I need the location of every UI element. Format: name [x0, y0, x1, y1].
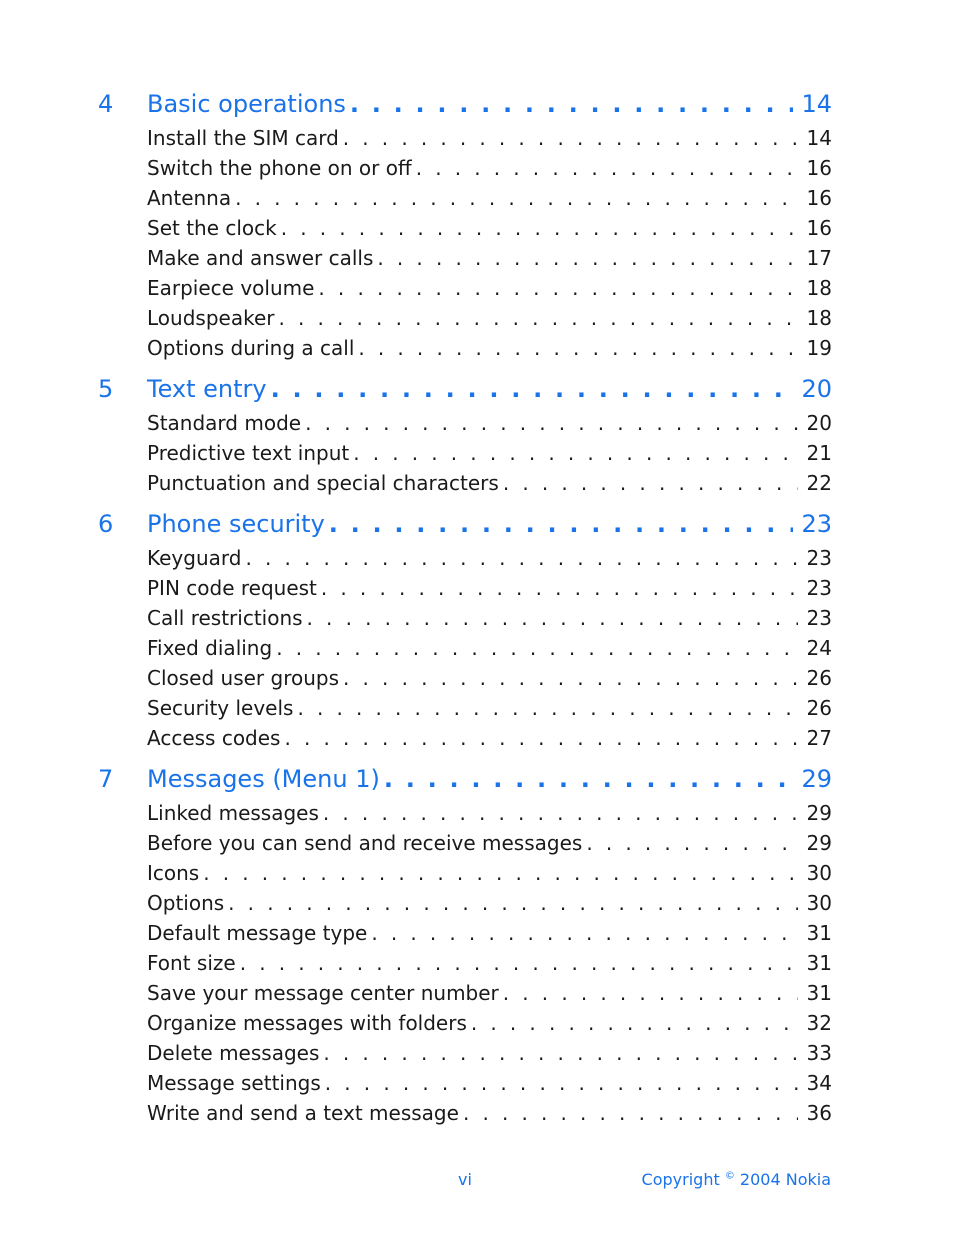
dot-leader — [343, 126, 798, 150]
section-title: Fixed dialing — [147, 636, 273, 660]
page-number: vi — [458, 1170, 472, 1189]
chapter-title: Text entry — [147, 375, 267, 403]
section-entry[interactable] — [98, 861, 832, 891]
dot-leader — [371, 921, 798, 945]
section-entry[interactable] — [98, 666, 832, 696]
section-title: Keyguard — [147, 546, 242, 570]
section-page: 36 — [806, 1101, 832, 1125]
section-entry[interactable] — [98, 276, 832, 306]
chapter-number: 7 — [98, 765, 114, 793]
chapter-title: Phone security — [147, 510, 325, 538]
section-title: Call restrictions — [147, 606, 303, 630]
dot-leader — [323, 801, 798, 825]
chapter-6 — [98, 510, 832, 756]
dot-leader — [203, 861, 798, 885]
section-title: Save your message center number — [147, 981, 499, 1005]
dot-leader — [284, 726, 798, 750]
section-title: Closed user groups — [147, 666, 340, 690]
dot-leader — [321, 576, 798, 600]
section-page: 18 — [806, 306, 832, 330]
section-entry[interactable] — [98, 921, 832, 951]
section-page: 16 — [806, 216, 832, 240]
section-entry[interactable] — [98, 726, 832, 756]
dot-leader — [325, 1071, 798, 1095]
section-page: 23 — [806, 576, 832, 600]
section-page: 32 — [806, 1011, 832, 1035]
section-title: Loudspeaker — [147, 306, 275, 330]
section-page: 14 — [806, 126, 832, 150]
section-title: Default message type — [147, 921, 368, 945]
section-entry[interactable] — [98, 306, 832, 336]
section-entry[interactable] — [98, 951, 832, 981]
section-title: PIN code request — [147, 576, 317, 600]
section-title: Linked messages — [147, 801, 319, 825]
section-entry[interactable] — [98, 1101, 832, 1131]
dot-leader — [307, 606, 798, 630]
dot-leader — [586, 831, 798, 855]
dot-leader — [416, 156, 798, 180]
section-page: 26 — [806, 696, 832, 720]
section-page: 31 — [806, 981, 832, 1005]
section-page: 20 — [806, 411, 832, 435]
chapter-heading[interactable] — [98, 375, 832, 411]
copyright-label: Copyright — [641, 1170, 720, 1189]
section-entry[interactable] — [98, 546, 832, 576]
section-title: Organize messages with folders — [147, 1011, 467, 1035]
page-footer — [0, 1170, 954, 1192]
section-entry[interactable] — [98, 246, 832, 276]
section-page: 30 — [806, 891, 832, 915]
chapter-heading[interactable] — [98, 510, 832, 546]
chapter-page: 14 — [801, 90, 832, 118]
section-page: 34 — [806, 1071, 832, 1095]
section-page: 31 — [806, 951, 832, 975]
table-of-contents — [98, 90, 832, 1140]
section-entry[interactable] — [98, 216, 832, 246]
section-page: 22 — [806, 471, 832, 495]
section-title: Write and send a text message — [147, 1101, 459, 1125]
chapter-4 — [98, 90, 832, 366]
section-title: Icons — [147, 861, 200, 885]
dot-leader — [377, 246, 798, 270]
section-page: 16 — [806, 156, 832, 180]
section-title: Install the SIM card — [147, 126, 339, 150]
section-page: 29 — [806, 831, 832, 855]
chapter-title: Messages (Menu 1) — [147, 765, 380, 793]
copyright-symbol: © — [724, 1170, 735, 1182]
section-title: Message settings — [147, 1071, 321, 1095]
section-entry[interactable] — [98, 636, 832, 666]
section-title: Access codes — [147, 726, 281, 750]
dot-leader — [471, 1011, 798, 1035]
dot-leader — [305, 411, 798, 435]
dot-leader — [271, 375, 794, 403]
section-page: 33 — [806, 1041, 832, 1065]
dot-leader — [323, 1041, 798, 1065]
chapter-page: 29 — [801, 765, 832, 793]
section-entry[interactable] — [98, 891, 832, 921]
dot-leader — [297, 696, 798, 720]
chapter-number: 6 — [98, 510, 114, 538]
section-entry[interactable] — [98, 441, 832, 471]
dot-leader — [350, 90, 794, 118]
section-entry[interactable] — [98, 1011, 832, 1041]
chapter-title: Basic operations — [147, 90, 346, 118]
section-page: 18 — [806, 276, 832, 300]
chapter-page: 23 — [801, 510, 832, 538]
section-title: Punctuation and special characters — [147, 471, 499, 495]
section-entry[interactable] — [98, 336, 832, 366]
chapter-5 — [98, 375, 832, 501]
section-page: 21 — [806, 441, 832, 465]
section-page: 24 — [806, 636, 832, 660]
section-page: 26 — [806, 666, 832, 690]
dot-leader — [343, 666, 798, 690]
copyright-notice — [642, 1170, 831, 1189]
section-entry[interactable] — [98, 126, 832, 156]
chapter-heading[interactable] — [98, 90, 832, 126]
section-entry[interactable] — [98, 471, 832, 501]
section-title: Make and answer calls — [147, 246, 374, 270]
section-title: Font size — [147, 951, 236, 975]
dot-leader — [353, 441, 798, 465]
section-entry[interactable] — [98, 606, 832, 636]
chapter-page: 20 — [801, 375, 832, 403]
section-title: Security levels — [147, 696, 294, 720]
section-entry[interactable] — [98, 156, 832, 186]
section-page: 23 — [806, 606, 832, 630]
dot-leader — [358, 336, 798, 360]
section-title: Predictive text input — [147, 441, 350, 465]
section-title: Options — [147, 891, 225, 915]
dot-leader — [384, 765, 794, 793]
dot-leader — [245, 546, 798, 570]
dot-leader — [503, 471, 798, 495]
section-entry[interactable] — [98, 981, 832, 1011]
section-page: 19 — [806, 336, 832, 360]
section-page: 27 — [806, 726, 832, 750]
section-entry[interactable] — [98, 1041, 832, 1071]
section-entry[interactable] — [98, 831, 832, 861]
section-page: 29 — [806, 801, 832, 825]
section-entry[interactable] — [98, 1071, 832, 1101]
section-page: 30 — [806, 861, 832, 885]
section-page: 31 — [806, 921, 832, 945]
section-page: 16 — [806, 186, 832, 210]
copyright-text: 2004 Nokia — [739, 1170, 831, 1189]
section-entry[interactable] — [98, 186, 832, 216]
section-title: Antenna — [147, 186, 232, 210]
chapter-number: 5 — [98, 375, 114, 403]
chapter-7 — [98, 765, 832, 1131]
dot-leader — [329, 510, 794, 538]
section-page: 17 — [806, 246, 832, 270]
dot-leader — [281, 216, 798, 240]
dot-leader — [503, 981, 798, 1005]
section-page: 23 — [806, 546, 832, 570]
section-title: Delete messages — [147, 1041, 320, 1065]
dot-leader — [278, 306, 798, 330]
section-title: Standard mode — [147, 411, 302, 435]
dot-leader — [318, 276, 798, 300]
dot-leader — [276, 636, 798, 660]
dot-leader — [240, 951, 798, 975]
chapter-number: 4 — [98, 90, 114, 118]
dot-leader — [228, 891, 798, 915]
section-title: Switch the phone on or off — [147, 156, 412, 180]
chapter-heading[interactable] — [98, 765, 832, 801]
section-title: Set the clock — [147, 216, 277, 240]
dot-leader — [235, 186, 798, 210]
section-title: Earpiece volume — [147, 276, 315, 300]
section-title: Options during a call — [147, 336, 355, 360]
section-entry[interactable] — [98, 411, 832, 441]
section-entry[interactable] — [98, 576, 832, 606]
dot-leader — [463, 1101, 798, 1125]
section-entry[interactable] — [98, 801, 832, 831]
section-title: Before you can send and receive messages — [147, 831, 583, 855]
section-entry[interactable] — [98, 696, 832, 726]
